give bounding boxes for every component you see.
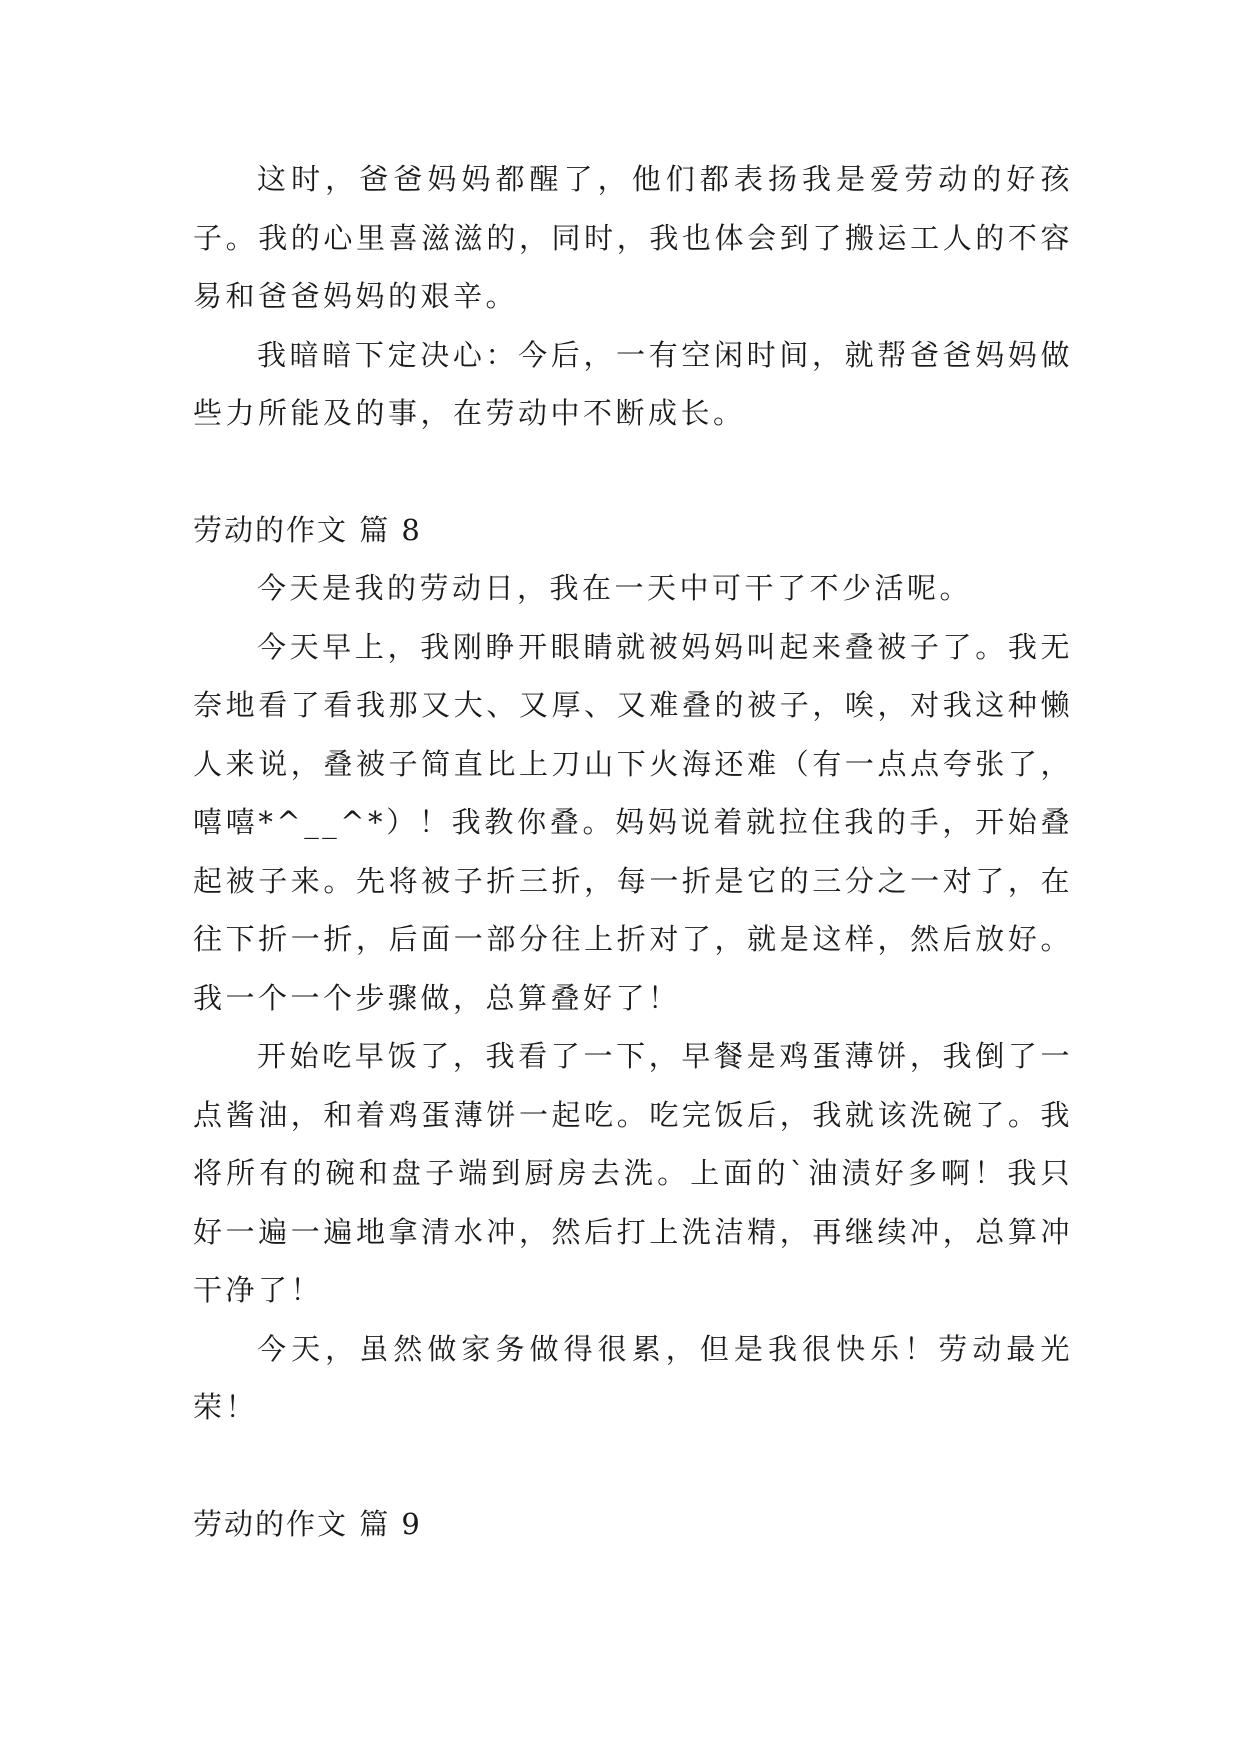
section-heading: 劳动的作文 篇 9 [193,1506,422,1541]
paragraph: 今天是我的劳动日，我在一天中可干了不少活呢。 [257,571,973,605]
paragraph: 今天早上，我刚睁开眼睛就被妈妈叫起来叠被子了。我无奈地看了看我那又大、又厚、又难叠的被子，唉，对我这种懒人来说，叠被子简直比上刀山下火海还难（有一点点夸张了，嘻嘻*^__^*）！我教你叠。妈妈说着就拉住我的手，开始叠起被子来。先将被子折三折，每一折是它的三分之一对了，在往下折一折，后面一部分往上折对了，就是这样，然后放好。我一个一个步骤做，总算叠好了！ [193,629,1073,1015]
paragraph: 这时，爸爸妈妈都醒了，他们都表扬我是爱劳动的好孩子。我的心里喜滋滋的，同时，我也体会到了搬运工人的不容易和爸爸妈妈的艰辛。 [193,162,1073,313]
paragraph: 我暗暗下定决心：今后，一有空闲时间，就帮爸爸妈妈做些力所能及的事，在劳动中不断成长。 [193,337,1073,430]
document-body [193,150,1073,1553]
paragraph: 今天，虽然做家务做得很累，但是我很快乐！劳动最光荣！ [193,1331,1073,1424]
section-heading: 劳动的作文 篇 8 [193,512,422,547]
paragraph: 开始吃早饭了，我看了一下，早餐是鸡蛋薄饼，我倒了一点酱油，和着鸡蛋薄饼一起吃。吃完饭后，我就该洗碗了。我将所有的碗和盘子端到厨房去洗。上面的`油渍好多啊！我只好一遍一遍地拿清水冲，然后打上洗洁精，再继续冲，总算冲干净了！ [193,1039,1073,1307]
